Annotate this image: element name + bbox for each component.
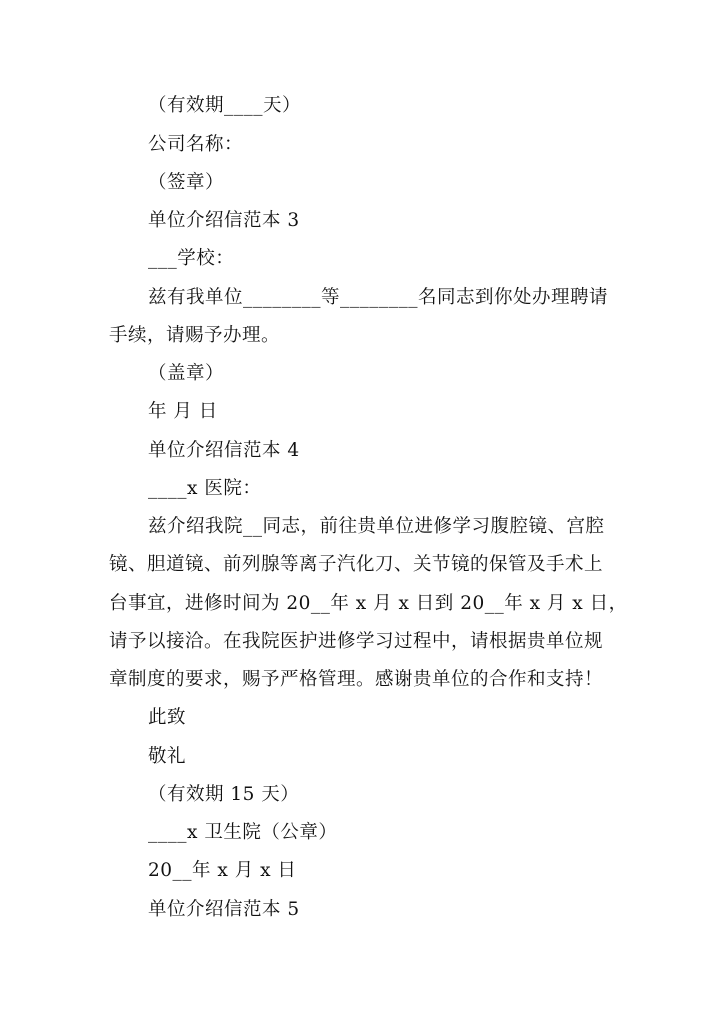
date-line-2: 20__年 x 月 x 日 xyxy=(148,860,297,881)
company-name-line: 公司名称： xyxy=(148,134,244,155)
body-paragraph-line-2: 镜、胆道镜、前列腺等离子汽化刀、关节镜的保管及手术上 xyxy=(109,554,604,575)
signature-seal-line: （签章） xyxy=(148,172,225,193)
sample-5-heading: 单位介绍信范本 5 xyxy=(148,899,300,920)
body-paragraph-line-3: 台事宜，进修时间为 20__年 x 月 x 日到 20__年 x 月 x 日， xyxy=(109,593,628,614)
date-line: 年 月 日 xyxy=(148,401,218,422)
stamp-line: （盖章） xyxy=(148,363,225,384)
school-salutation: ___学校： xyxy=(148,248,235,269)
sample-4-heading: 单位介绍信范本 4 xyxy=(148,440,300,461)
validity-15-days: （有效期 15 天） xyxy=(148,784,300,805)
intro-paragraph-line-1: 兹有我单位________等________名同志到你处办理聘请 xyxy=(148,287,609,308)
sample-3-heading: 单位介绍信范本 3 xyxy=(148,210,300,231)
validity-blank-line: （有效期____天） xyxy=(148,95,302,116)
closing-line-1: 此致 xyxy=(148,707,187,728)
intro-paragraph-line-2: 手续，请赐予办理。 xyxy=(109,325,281,346)
body-paragraph-line-1: 兹介绍我院__同志，前往贵单位进修学习腹腔镜、宫腔 xyxy=(148,516,605,537)
hospital-salutation: ____x 医院： xyxy=(148,478,262,499)
body-paragraph-line-4: 请予以接洽。在我院医护进修学习过程中，请根据贵单位规 xyxy=(109,631,604,652)
health-center-seal: ____x 卫生院（公章） xyxy=(148,822,338,843)
closing-line-2: 敬礼 xyxy=(148,746,187,767)
body-paragraph-line-5: 章制度的要求，赐予严格管理。感谢贵单位的合作和支持！ xyxy=(109,669,604,690)
